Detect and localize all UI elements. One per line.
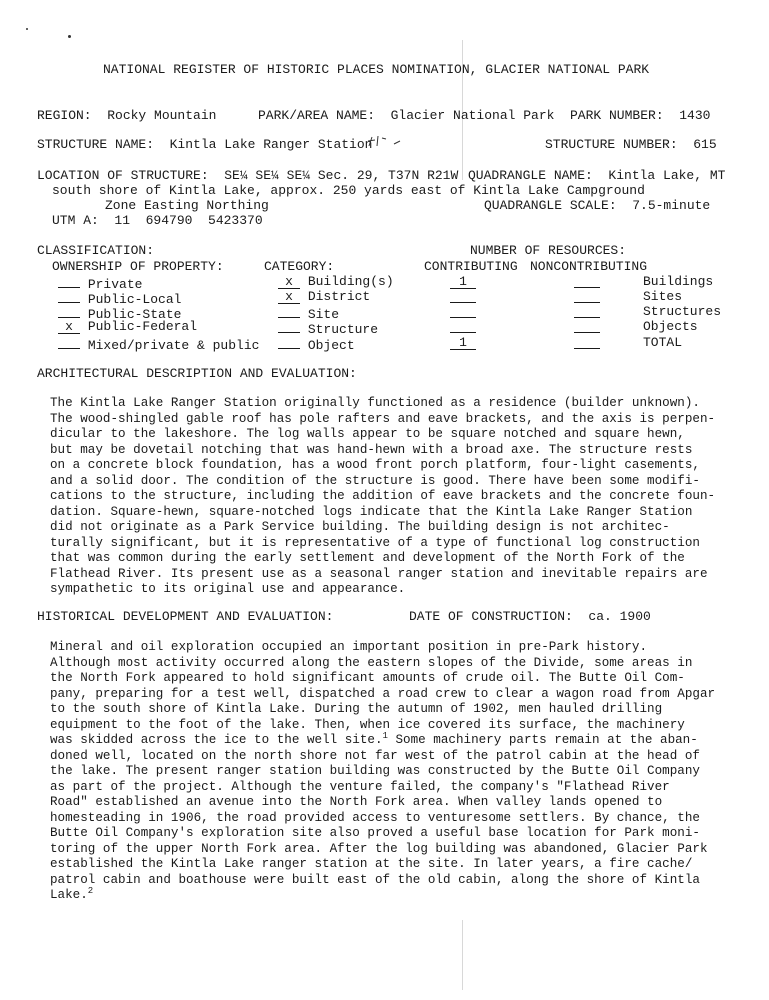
noncontributing-count: [574, 304, 600, 318]
category-checkbox: x: [278, 275, 300, 289]
historical-heading: HISTORICAL DEVELOPMENT AND EVALUATION:: [37, 609, 334, 624]
ownership-label: OWNERSHIP OF PROPERTY:: [52, 259, 224, 274]
contributing-label: CONTRIBUTING: [424, 259, 518, 274]
utm-values: UTM A: 11 694790 5423370: [52, 213, 263, 228]
ownership-checkbox: [58, 335, 80, 349]
ownership-option: Public-Federal: [87, 319, 198, 334]
classification-label: CLASSIFICATION:: [37, 243, 155, 258]
ownership-option: Mixed/private & public: [87, 338, 260, 353]
contributing-count: 1: [450, 336, 476, 350]
document-title: NATIONAL REGISTER OF HISTORIC PLACES NOMINATION, GLACIER NATIONAL PARK: [103, 62, 650, 77]
ownership-checkbox: [58, 274, 80, 288]
utm-header: Zone Easting Northing: [105, 198, 269, 213]
scan-speck: [68, 35, 71, 38]
resource-type: Sites: [643, 289, 683, 304]
noncontributing-label: NONCONTRIBUTING: [530, 259, 648, 274]
historical-description: [50, 640, 722, 904]
handwritten-mark-icon: [366, 132, 410, 150]
category-checkbox: [278, 335, 300, 349]
architectural-heading: ARCHITECTURAL DESCRIPTION AND EVALUATION:: [37, 366, 357, 381]
category-option: Structure: [307, 322, 379, 337]
structure-name-field: STRUCTURE NAME: Kintla Lake Ranger Station: [37, 137, 373, 152]
historical-text-part2: Some machinery parts remain at the aban- doned well, located on the north shore not far west of the patrol cabin at the head of the lake. The present ranger station building was constructed by the Butte Oil Company as part of the project. Although the venture failed, the company's "Flathead River Road" established an avenue into the North Fork area. When valley lands opened to homesteading in 1906, the road provided access to venturesome settlers. By chance, the Butte Oil Company's exploration site also proved a useful base location for Park moni- toring of the upper North Fork area. After the log building was abandoned, Glacier Park established the Kintla Lake ranger station at the site. In later years, a fire cache/ patrol cabin and boathouse were built east of the old cabin, along the shore of Kintla Lake.: [50, 733, 708, 902]
footnote-marker: 1: [382, 730, 388, 741]
category-checkbox: [278, 319, 300, 333]
ownership-checkbox: x: [58, 320, 80, 334]
contributing-count: 1: [450, 275, 476, 289]
resource-type: Structures: [643, 304, 722, 319]
scan-fold-line: [462, 920, 463, 990]
construction-date: DATE OF CONSTRUCTION: ca. 1900: [409, 609, 651, 624]
resources-label: NUMBER OF RESOURCES:: [470, 243, 627, 258]
category-checkbox: [278, 304, 300, 318]
structure-number-field: STRUCTURE NUMBER: 615: [545, 137, 717, 152]
category-option: Object: [307, 338, 355, 353]
location-field: LOCATION OF STRUCTURE: SE¼ SE¼ SE¼ Sec. 29, T37N R21W: [37, 168, 459, 183]
contributing-count: [450, 304, 476, 318]
architectural-description: The Kintla Lake Ranger Station originally functioned as a residence (builder unknown). The wood-shingled gable roof has pole rafters and eave brackets, and the axis is perpen- dicular to the lakeshore. The log walls appear to be square notched and square hewn, but may be dovetail notching that was hand-hewn with a broad axe. The structure rests on a concrete block foundation, has a wood front porch platform, four-light casements, and a solid door. The condition of the structure is good. There have been some modifi- cations to the structure, including the addition of eave brackets and the concrete foun- dation. Square-hewn, square-notched logs indicate that the Kintla Lake Ranger Station did not originate as a Park Service building. The building design is not architec- turally significant, but it is representative of a type of functional log construction that was common during the early settlement and development of the North Fork of the Flathead River. Its present use as a seasonal ranger station and inevitable repairs are sympathetic to its original use and appearance.: [50, 396, 716, 596]
scan-speck: [26, 28, 28, 30]
noncontributing-count: [574, 335, 600, 349]
ownership-option: Public-Local: [87, 292, 182, 307]
noncontributing-count: [574, 289, 600, 303]
ownership-checkbox: [58, 289, 80, 303]
ownership-option: Public-State: [87, 307, 182, 322]
noncontributing-count: [574, 274, 600, 288]
historical-text-part1: Mineral and oil exploration occupied an important position in pre-Park history. Although most activity occurred along the eastern slopes of the Divide, some areas in the North Fork appeared to hold significant amounts of crude oil. The Butte Oil Com- pany, preparing for a test well, dispatched a road crew to clear a wagon road from Apgar to the south shore of Kintla Lake. During the autumn of 1902, men hauled drilling equipment to the foot of the lake. Then, when ice covered its surface, the machinery was skidded across the ice to the well site.: [50, 640, 716, 747]
category-label: CATEGORY:: [264, 259, 335, 274]
noncontributing-count: [574, 319, 600, 333]
region-field: REGION: Rocky Mountain: [37, 108, 217, 123]
location-description: south shore of Kintla Lake, approx. 250 yards east of Kintla Lake Campground: [52, 183, 645, 198]
quadrangle-name-field: QUADRANGLE NAME: Kintla Lake, MT: [468, 168, 726, 183]
category-option: Site: [307, 307, 340, 322]
resource-type: TOTAL: [643, 335, 683, 350]
park-number-field: PARK NUMBER: 1430: [570, 108, 711, 123]
ownership-checkbox: [58, 304, 80, 318]
contributing-count: [450, 289, 476, 303]
category-option: District: [307, 289, 371, 304]
contributing-count: [450, 319, 476, 333]
resource-type: Buildings: [643, 274, 714, 289]
category-checkbox: x: [278, 290, 300, 304]
park-area-field: PARK/AREA NAME: Glacier National Park: [258, 108, 555, 123]
quadrangle-scale-field: QUADRANGLE SCALE: 7.5-minute: [484, 198, 711, 213]
resource-type: Objects: [643, 319, 698, 334]
footnote-marker: 2: [87, 885, 94, 896]
ownership-option: Private: [87, 277, 143, 292]
category-option: Building(s): [307, 274, 394, 289]
